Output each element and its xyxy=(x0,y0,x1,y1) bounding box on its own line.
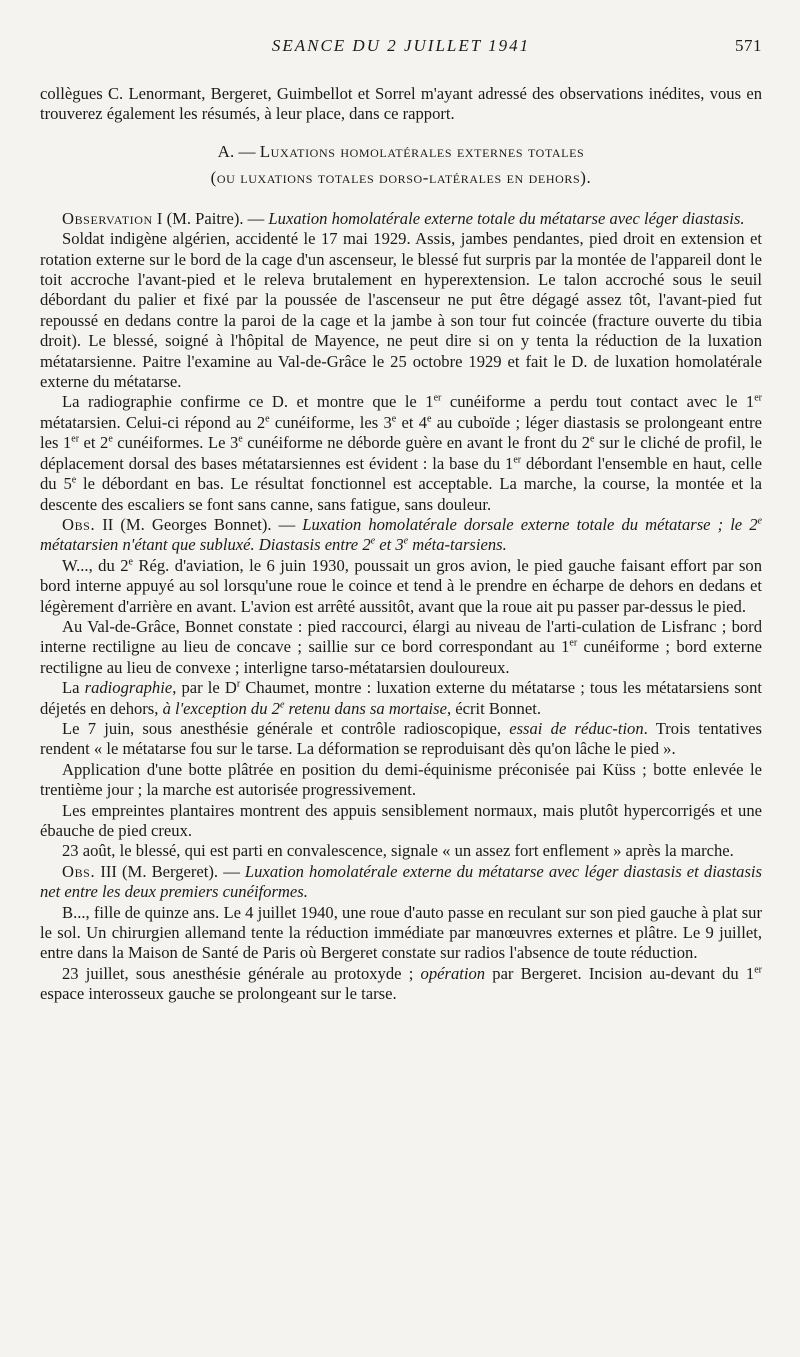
obs1-paragraph-2: La radiographie confirme ce D. et montre que le 1er cunéiforme a perdu tout contact avec le 1er métatarsien. Celui-ci répond au 2e cunéiforme, les 3e et 4e au cuboïde ; léger diastasis se prolongeant entre les 1er et 2e cunéiformes. Le 3e cunéiforme ne déborde guère en avant le front du 2e sur le cliché de profil, le déplacement dorsal des bases métatarsiennes est évident : la base du 1er débordant l'ensemble en haut, celle du 5e le débordant en bas. Le résultat fonctionnel est acceptable. La marche, la course, la montée et la descente des escaliers se font sans canne, sans fatigue, sans douleur. xyxy=(40,392,763,514)
obs3-title: Luxation homolatérale externe du métatarse avec léger diastasis et diastasis net entre les deux premiers cunéiformes. xyxy=(40,861,762,902)
obs2-paragraph-6: Les empreintes plantaires montrent des appuis sensiblement normaux, mais plutôt hypercorrigés et une ébauche de pied creux. xyxy=(40,800,762,840)
page-header xyxy=(40,36,762,62)
obs2-paragraph-7: 23 août, le blessé, qui est parti en convalescence, signale « un assez fort enflement » après la marche. xyxy=(62,841,734,861)
running-title: SEANCE DU 2 JUILLET 1941 xyxy=(271,36,531,55)
obs2-paragraph-2: Au Val-de-Grâce, Bonnet constate : pied raccourci, élargi au niveau de l'arti-culation de Lisfranc ; bord interne rectiligne au lieu de concave ; saillie sur ce bord correspondant au 1er cunéiforme ; bord externe rectiligne au lieu de convexe ; interligne tarso-métatarsien douloureux. xyxy=(40,616,762,677)
obs2-paragraph-4: Le 7 juin, sous anesthésie générale et contrôle radioscopique, essai de réduc-tion. Trois tentatives rendent « le métatarse fou sur le tarse. La déformation se reproduisant dès qu'on lâche le pied ». xyxy=(40,718,762,759)
page-body xyxy=(40,84,762,1005)
obs2-paragraph-1: W..., du 2e Rég. d'aviation, le 6 juin 1930, poussait un gros avion, le pied gauche faisant effort par son bord interne appuyé au sol lorsqu'une roue le coince et tend à le prendre en écharpe de dehors en dedans et légèrement d'arrière en avant. L'avion est arrêté aussitôt, avant que la roue ait pu passer par-dessus le pied. xyxy=(40,555,762,616)
obs3-heading xyxy=(40,862,762,903)
obs2-title: Luxation homolatérale dorsale externe totale du métatarse ; le 2e métatarsien n'étant que subluxé. Diastasis entre 2e et 3e méta-tarsiens. xyxy=(40,514,762,555)
intro-paragraph: collègues C. Lenormant, Bergeret, Guimbellot et Sorrel m'ayant adressé des observations inédites, vous en trouverez également les résumés, à leur place, dans ce rapport. xyxy=(40,84,762,124)
section-heading-a xyxy=(40,139,762,191)
obs3-label: Obs. xyxy=(62,861,96,881)
section-label: A. — xyxy=(217,141,260,161)
obs2-label: Obs. xyxy=(62,514,96,534)
section-title-line1: Luxations homolatérales externes totales xyxy=(259,141,585,161)
obs2-paragraph-3: La radiographie, par le $D^r$ Chaumet, montre : luxation externe du métatarse ; tous les métatarsiens sont déjetés en dehors, à l'exception du 2e retenu dans sa mortaise, écrit Bonnet. xyxy=(40,678,762,718)
obs2-paragraph-5: Application d'une botte plâtrée en position du demi-équinisme préconisée pai Küss ; botte enlevée le trentième jour ; la marche est autorisée progressivement. xyxy=(40,759,762,800)
section-title-line2: (ou luxations totales dorso-latérales en dehors). xyxy=(210,167,592,187)
page-number: 571 xyxy=(735,36,762,55)
obs3-paragraph-2: 23 juillet, sous anesthésie générale au protoxyde ; opération par Bergeret. Incision au-devant du 1er espace interosseux gauche se prolongeant sur le tarse. xyxy=(40,963,762,1004)
obs2-heading xyxy=(40,515,762,556)
obs1-paragraph-1: Soldat indigène algérien, accidenté le 17 mai 1929. Assis, jambes pendantes, pied droit en extension et rotation externe sur le bord de la cage d'un ascenseur, le blessé fut surpris par la montée de l'appareil dont le toit accroche l'avant-pied et le releva brutalement en hyperextension. Le talon accroché sous le seuil débordant du palier et fixé par la poussée de l'ascenseur ne put être dégagé assez tôt, l'avant-pied fut repoussé en dedans contre la paroi de la cage et la jambe à son tour fut coincée (fracture ouverte du tibia droit). Le blessé, soigné à l'hôpital de Mayence, ne peut dire si on y tenta la réduction de la luxation métatarsienne. Paitre l'examine au Val-de-Grâce le 25 octobre 1929 et fait le D. de luxation homolatérale externe du métatarse. xyxy=(40,229,762,392)
obs3-paragraph-1: B..., fille de quinze ans. Le 4 juillet 1940, une roue d'auto passe en reculant sur son pied gauche à plat sur le sol. Un chirurgien allemand tente la réduction immédiate par manœuvres externes et plâtre. Le 9 juillet, entre dans la Maison de Santé de Paris où Bergeret constate sur radios l'absence de toute réduction. xyxy=(40,902,762,963)
obs1-title: Luxation homolatérale externe totale du métatarse avec léger diastasis. xyxy=(268,208,745,228)
obs1-heading xyxy=(40,209,762,229)
obs2-number-author: II (M. Georges Bonnet). — xyxy=(95,514,303,534)
obs1-label: Observation xyxy=(62,208,153,228)
obs3-number-author: III (M. Bergeret). — xyxy=(95,861,245,881)
obs1-number-author: I (M. Paitre). — xyxy=(152,208,269,228)
